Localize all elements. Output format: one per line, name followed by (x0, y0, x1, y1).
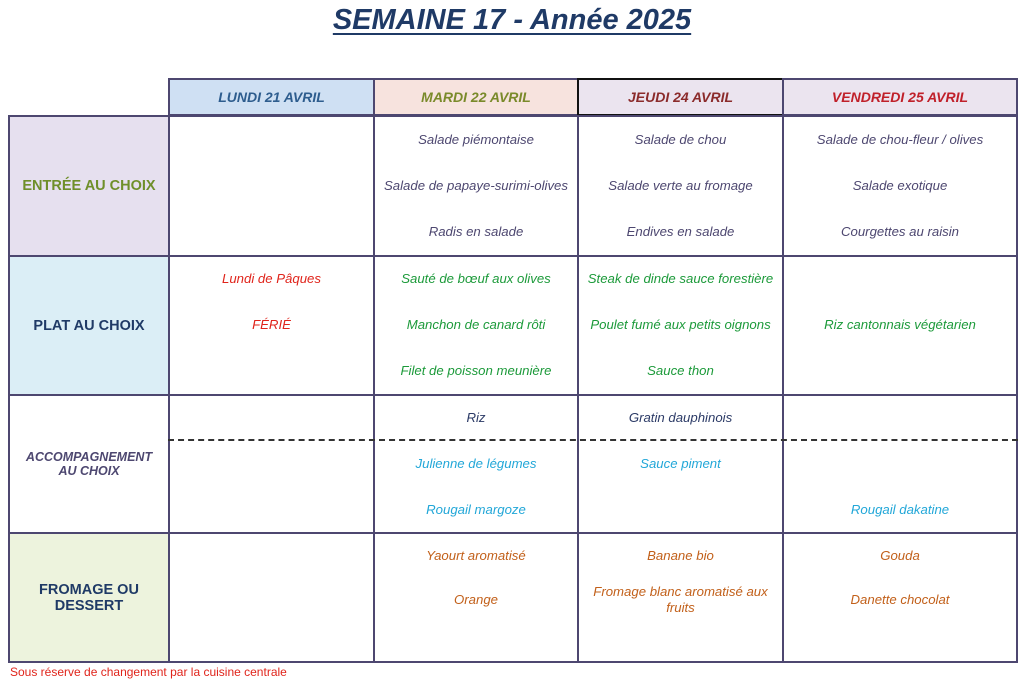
menu-item: Rougail margoze (426, 502, 526, 517)
menu-item: Banane bio (647, 548, 714, 563)
menu-item: Salade de papaye-surimi-olives (384, 178, 568, 193)
day-header-jeudi: JEUDI 24 AVRIL (577, 78, 784, 116)
menu-item: Steak de dinde sauce forestière (587, 271, 774, 286)
day-header-mardi: MARDI 22 AVRIL (373, 78, 579, 116)
day-header-vendredi: VENDREDI 25 AVRIL (782, 78, 1018, 116)
menu-item: Courgettes au raisin (840, 224, 960, 239)
menu-item: Salade verte au fromage (608, 178, 753, 193)
row-label-dessert-line1: FROMAGE OU (39, 581, 139, 598)
grid-line (8, 532, 1018, 534)
holiday-label: Lundi de Pâques (222, 271, 321, 286)
menu-item: Yaourt aromatisé (426, 548, 526, 563)
menu-item: Gouda (880, 548, 920, 563)
menu-item: Danette chocolat (850, 592, 950, 607)
grid-line (168, 115, 170, 663)
menu-item: Radis en salade (428, 224, 524, 239)
menu-item: Filet de poisson meunière (400, 363, 552, 378)
menu-item: Endives en salade (626, 224, 735, 239)
grid-line (577, 115, 579, 663)
page-title: SEMAINE 17 - Année 2025 (332, 4, 692, 36)
menu-item: Gratin dauphinois (628, 410, 733, 425)
menu-item: Sauté de bœuf aux olives (401, 271, 551, 286)
row-label-accompagnement-line2: AU CHOIX (58, 464, 120, 478)
row-label-plat: PLAT AU CHOIX (10, 257, 168, 394)
menu-item: Julienne de légumes (415, 456, 537, 471)
menu-item: Sauce thon (647, 363, 714, 378)
menu-item: Sauce piment (640, 456, 721, 471)
menu-item: Salade de chou-fleur / olives (816, 132, 984, 147)
row-label-accompagnement-line1: ACCOMPAGNEMENT (25, 450, 153, 464)
holiday-badge: FÉRIÉ (252, 317, 291, 332)
row-label-accompagnement (10, 396, 168, 532)
row-label-dessert (10, 534, 168, 661)
menu-item: Salade exotique (852, 178, 948, 193)
menu-item: Orange (454, 592, 498, 607)
accompagnement-divider (168, 439, 1018, 441)
menu-item: fruits (666, 600, 695, 615)
menu-item: Manchon de canard rôti (406, 317, 546, 332)
menu-item: Riz (466, 410, 486, 425)
disclaimer-note: Sous réserve de changement par la cuisine centrale (10, 665, 287, 679)
menu-item: Salade piémontaise (418, 132, 534, 147)
menu-item: Rougail dakatine (850, 502, 950, 517)
grid-line (8, 255, 1018, 257)
row-label-dessert-line2: DESSERT (54, 597, 124, 614)
grid-line (373, 115, 375, 663)
row-label-entree: ENTRÉE AU CHOIX (10, 117, 168, 255)
menu-item: Poulet fumé aux petits oignons (590, 317, 771, 332)
menu-item: Salade de chou (634, 132, 727, 147)
menu-item: Riz cantonnais végétarien (824, 317, 976, 332)
grid-line (782, 115, 784, 663)
grid-line (8, 394, 1018, 396)
day-header-lundi: LUNDI 21 AVRIL (168, 78, 375, 116)
menu-item: Fromage blanc aromatisé aux (593, 584, 768, 599)
